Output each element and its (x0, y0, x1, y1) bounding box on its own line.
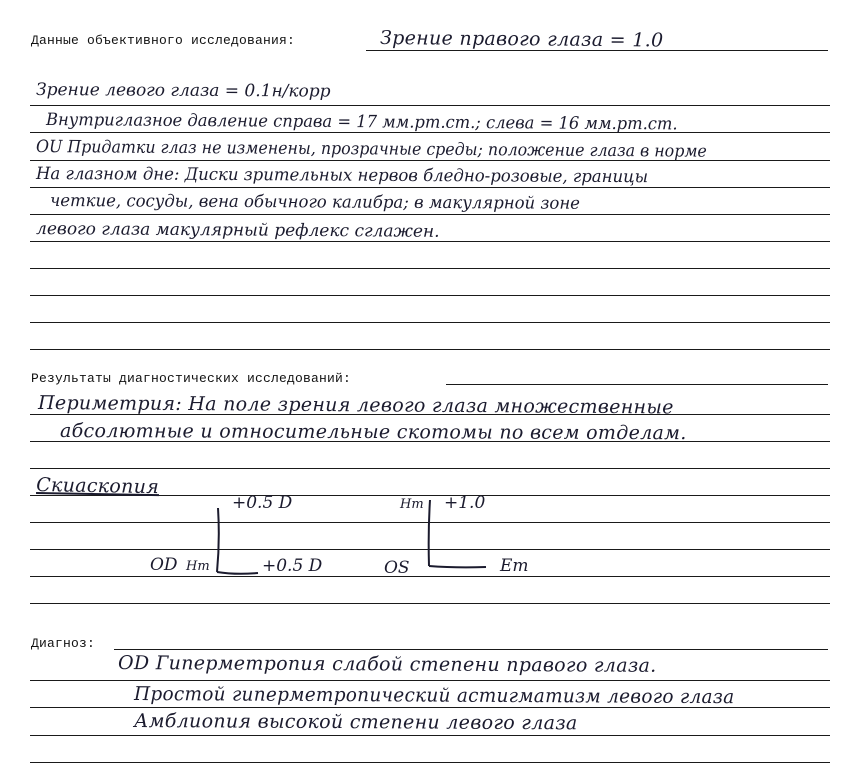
ruled-line (30, 549, 830, 550)
os-horizontal-meridian: Em (500, 556, 529, 576)
ruled-line (30, 576, 830, 577)
od-eye-label: OD (150, 555, 178, 575)
diagnosis-label: Диагноз: (31, 636, 96, 651)
os-axis-label: Hm (400, 497, 424, 512)
ruled-line (30, 735, 830, 736)
ruled-line (30, 268, 830, 269)
ruled-line (30, 295, 830, 296)
ruled-line (30, 322, 830, 323)
diagnosis-line: Амблиопия высокой степени левого глаза (134, 710, 578, 735)
ruled-line (30, 160, 830, 161)
ruled-line (30, 187, 830, 188)
ruled-line (30, 349, 830, 350)
ruled-line (114, 649, 828, 650)
diagnostic-results-label: Результаты диагностических исследований: (31, 371, 352, 386)
od-vertical-meridian: +0.5 D (232, 493, 293, 513)
objective-line: На глазном дне: Диски зрительных нервов бледно-розовые, границы (36, 164, 649, 188)
ruled-line (30, 468, 830, 469)
right-eye-vision-note: Зрение правого глаза = 1.0 (380, 27, 664, 52)
ruled-line (30, 214, 830, 215)
objective-line: Внутриглазное давление справа = 17 мм.рт.ст.; слева = 16 мм.рт.ст. (46, 110, 678, 135)
od-horizontal-meridian: +0.5 D (262, 556, 323, 576)
ruled-line (30, 603, 830, 604)
ruled-line (30, 762, 830, 763)
ruled-line (30, 105, 830, 106)
os-eye-label: OS (384, 558, 410, 578)
objective-line: четкие, сосуды, вена обычного калибра; в макулярной зоне (50, 191, 581, 214)
ruled-line (446, 384, 828, 385)
od-axis-label: Hm (186, 559, 210, 574)
objective-data-label: Данные объективного исследования: (31, 33, 296, 48)
diagnosis-line: OD Гиперметропия слабой степени правого глаза. (118, 652, 657, 677)
ruled-line (30, 680, 830, 681)
results-line: абсолютные и относительные скотомы по всем отделам. (60, 420, 687, 445)
objective-line: левого глаза макулярный рефлекс сглажен. (36, 219, 440, 242)
results-line: Периметрия: На поле зрения левого глаза множественные (38, 392, 674, 419)
diagnosis-line: Простой гиперметропический астигматизм левого глаза (134, 683, 735, 709)
objective-line: OU Придатки глаз не изменены, прозрачные среды; положение глаза в норме (36, 137, 707, 162)
objective-line: Зрение левого глаза = 0.1н/корр (36, 80, 331, 102)
os-vertical-meridian: +1.0 (444, 493, 486, 513)
skiascopy-title: Скиаскопия (36, 474, 160, 499)
ruled-line (30, 522, 830, 523)
